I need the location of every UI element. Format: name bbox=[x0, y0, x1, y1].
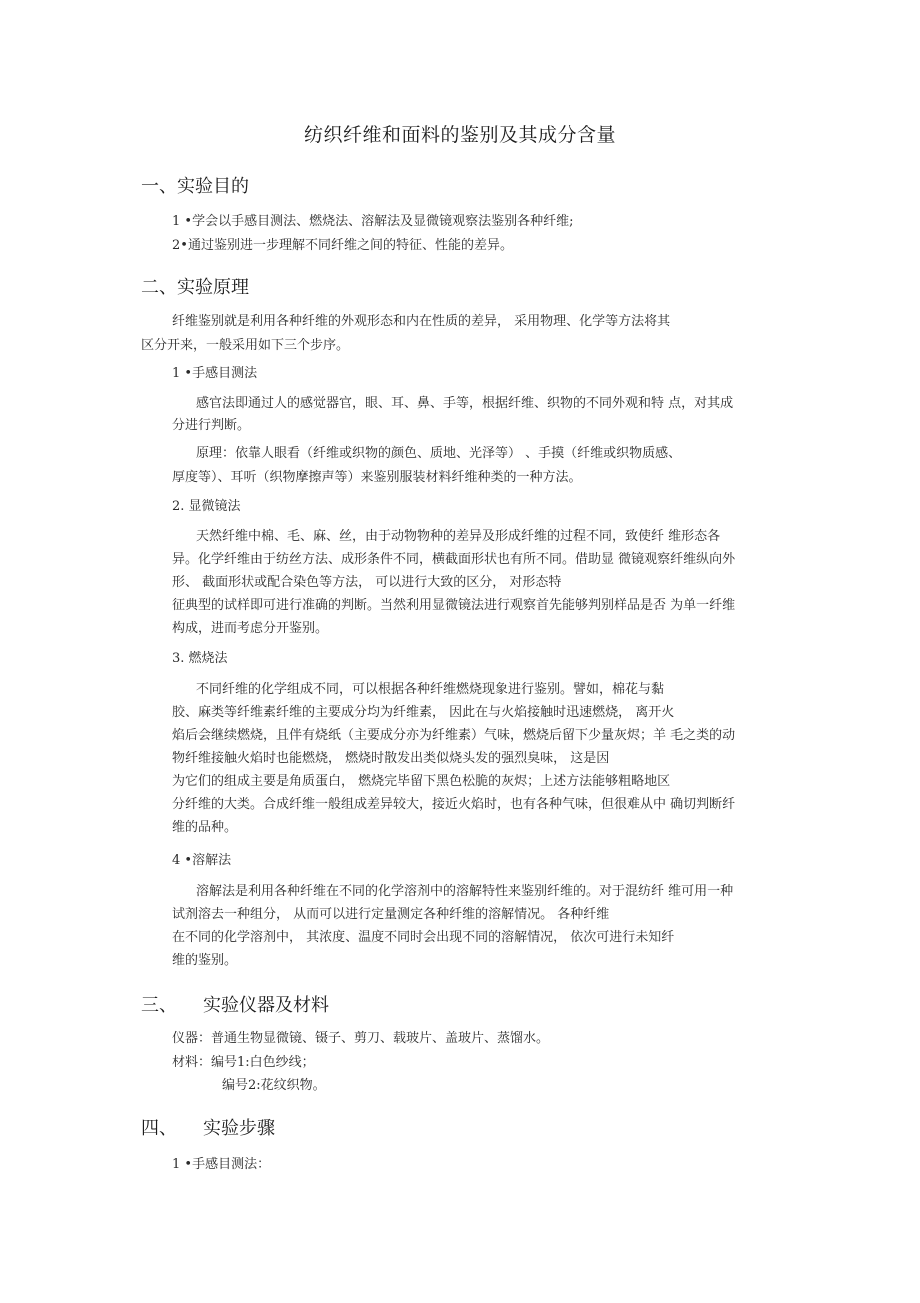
s2-intro-line-1: 纤维鉴别就是利用各种纤维的外观形态和内在性质的差异， 采用物理、化学等方法将其 bbox=[172, 314, 671, 329]
m1-p2-line-2: 厚度等）、耳听（织物摩擦声等）来鉴别服装材料纤维种类的一种方法。 bbox=[172, 470, 582, 485]
m2-line-3: 形、 截面形状或配合染色等方法， 可以进行大致的区分， 对形态特 bbox=[172, 575, 562, 590]
m3-line-5: 为它们的组成主要是角质蛋白， 燃烧完毕留下黑色松脆的灰烬；上述方法能够粗略地区 bbox=[172, 774, 671, 789]
m3-line-6: 分纤维的大类。合成纤维一般组成差异较大，接近火焰时，也有各种气味，但很难从中 确切判断纤 bbox=[172, 797, 736, 812]
page-title: 纺织纤维和面料的鉴别及其成分含量 bbox=[303, 124, 616, 146]
m3-line-2: 胶、麻类等纤维素纤维的主要成分均为纤维素， 因此在与火焰接触时迅速燃烧， 离开火 bbox=[172, 705, 675, 720]
method-4-label: 4 •溶解法 bbox=[172, 853, 232, 868]
m1-p1-line-1: 感官法即通过人的感觉器官，眼、耳、鼻、手等，根据纤维、织物的不同外观和特 点，对其成 bbox=[196, 396, 734, 411]
materials-line-2: 编号2:花纹织物。 bbox=[222, 1078, 326, 1093]
m2-line-1: 天然纤维中棉、毛、麻、丝，由于动物物种的差异及形成纤维的过程不同，致使纤 维形态各 bbox=[196, 529, 721, 544]
method-1-label: 1 •手感目测法 bbox=[172, 366, 258, 381]
step-1-label: 1 •手感目测法： bbox=[172, 1157, 271, 1172]
s1-item-1: 1 •学会以手感目测法、燃烧法、溶解法及显微镜观察法鉴别各种纤维; bbox=[172, 214, 574, 229]
method-2-label: 2. 显微镜法 bbox=[172, 499, 241, 514]
m3-line-3: 焰后会继续燃烧，且伴有烧纸（主要成分亦为纤维素）气味，燃烧后留下少量灰烬；羊 毛之类的动 bbox=[172, 728, 736, 743]
m4-line-1: 溶解法是利用各种纤维在不同的化学溶剂中的溶解特性来鉴别纤维的。对于混纺纤 维可用一种 bbox=[196, 884, 734, 899]
section-3-title: 实验仪器及材料 bbox=[203, 995, 329, 1016]
section-2-heading: 二、实验原理 bbox=[141, 277, 249, 298]
section-3-heading bbox=[141, 991, 329, 1017]
m1-p1-line-2: 分进行判断。 bbox=[172, 418, 251, 433]
m4-line-3: 在不同的化学溶剂中， 其浓度、温度不同时会出现不同的溶解情况， 依次可进行未知纤 bbox=[172, 930, 675, 945]
m3-line-1: 不同纤维的化学组成不同，可以根据各种纤维燃烧现象进行鉴别。譬如，棉花与黏 bbox=[196, 682, 665, 697]
section-4-number: 四、 bbox=[141, 1118, 177, 1139]
m2-line-5: 构成，进而考虑分开鉴别。 bbox=[172, 621, 329, 636]
section-4-title: 实验步骤 bbox=[203, 1118, 275, 1139]
s1-item-2: 2•通过鉴别进一步理解不同纤维之间的特征、性能的差异。 bbox=[172, 238, 513, 253]
instruments-line: 仪器：普通生物显微镜、镊子、剪刀、载玻片、盖玻片、蒸馏水。 bbox=[172, 1031, 550, 1046]
section-1-heading: 一、实验目的 bbox=[141, 176, 249, 197]
section-3-number: 三、 bbox=[141, 995, 177, 1016]
s2-intro-line-2: 区分开来，一般采用如下三个步序。 bbox=[141, 338, 350, 353]
m4-line-4: 维的鉴别。 bbox=[172, 953, 238, 968]
m3-line-4: 物纤维接触火焰时也能燃烧， 燃烧时散发出类似烧头发的强烈臭味， 这是因 bbox=[172, 751, 610, 766]
m1-p2-line-1: 原理：依靠人眼看（纤维或织物的颜色、质地、光泽等） 、手摸（纤维或织物质感、 bbox=[196, 446, 682, 461]
materials-line-1: 材料：编号1:白色纱线； bbox=[172, 1055, 315, 1070]
m4-line-2: 试剂溶去一种组分， 从而可以进行定量测定各种纤维的溶解情况。 各种纤维 bbox=[172, 907, 610, 922]
section-4-heading bbox=[141, 1114, 275, 1140]
m2-line-2: 异。化学纤维由于纺丝方法、成形条件不同，横截面形状也有所不同。借助显 微镜观察纤维纵向外 bbox=[172, 552, 736, 567]
method-3-label: 3. 燃烧法 bbox=[172, 651, 228, 666]
m2-line-4: 征典型的试样即可进行准确的判断。当然利用显微镜法进行观察首先能够判别样品是否 为单一纤维 bbox=[172, 598, 736, 613]
m3-line-7: 维的品种。 bbox=[172, 820, 238, 835]
